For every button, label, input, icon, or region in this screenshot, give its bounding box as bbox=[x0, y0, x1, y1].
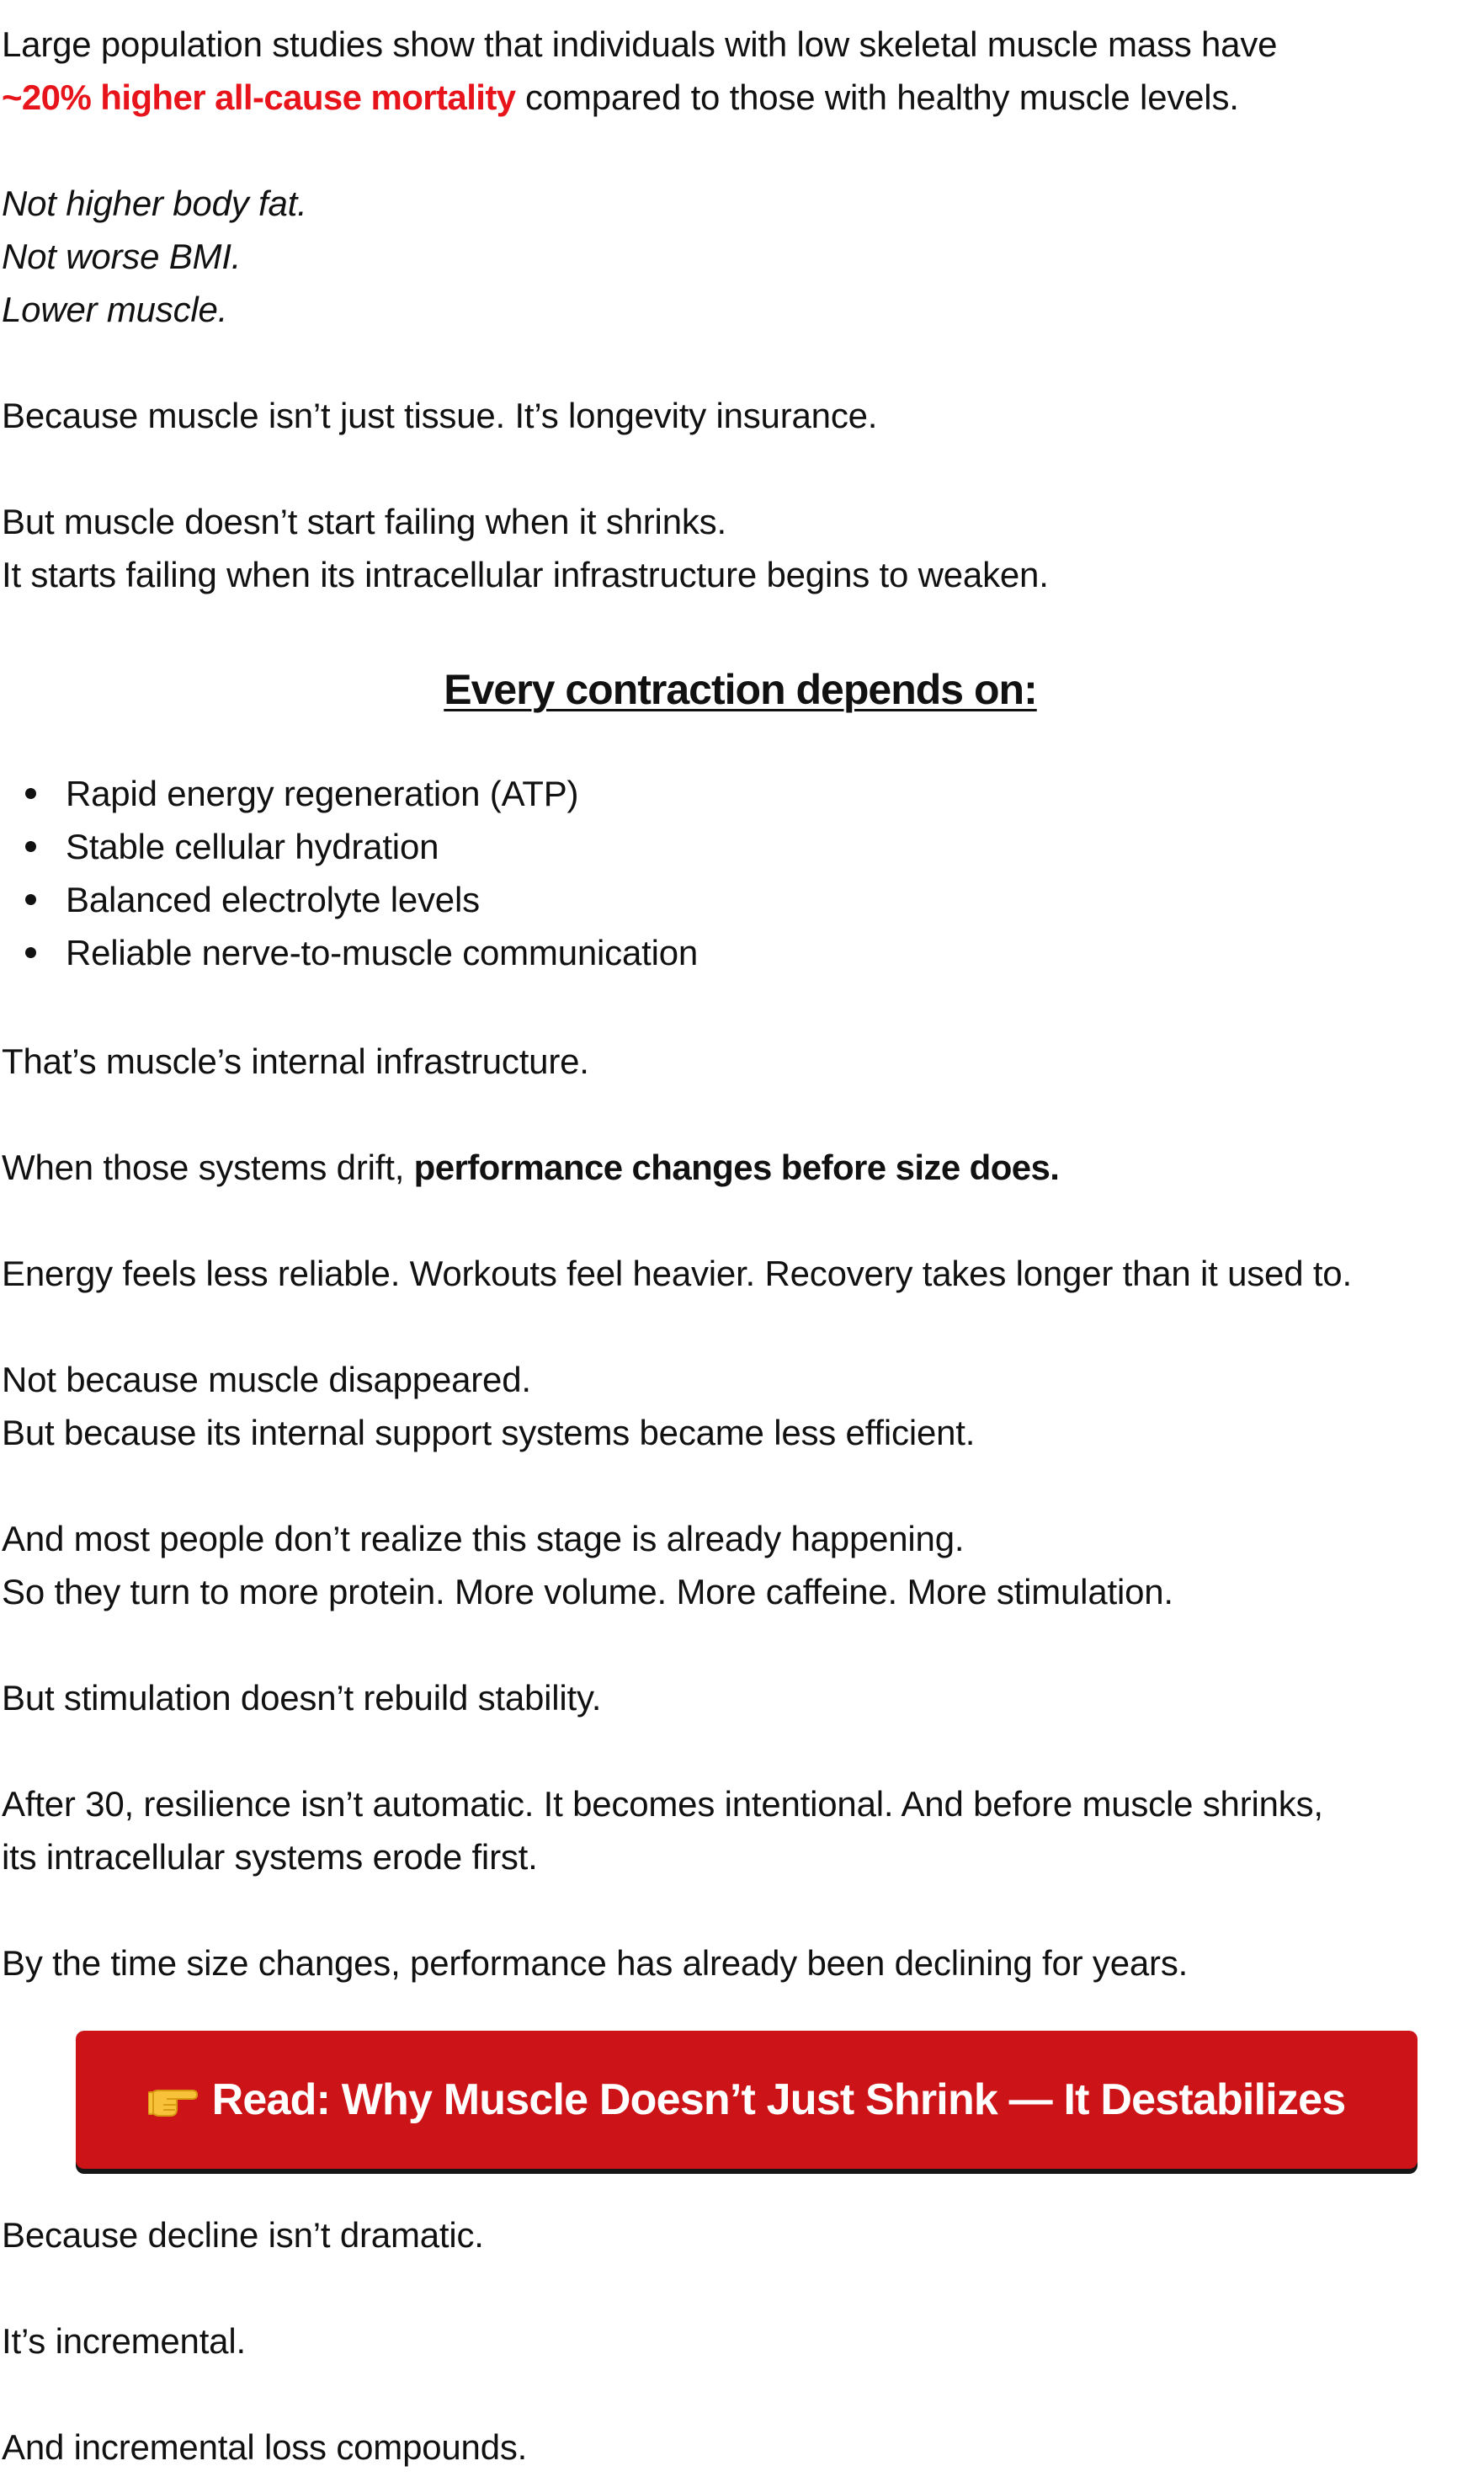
italic-line-lower-muscle: Lower muscle. bbox=[2, 290, 228, 329]
intro-paragraph-line-2 bbox=[2, 71, 1239, 124]
most-people-line-2: So they turn to more protein. More volume. More caffeine. More stimulation. bbox=[2, 1572, 1173, 1611]
mortality-highlight: ~20% higher all-cause mortality bbox=[2, 77, 516, 117]
drift-lead: When those systems drift, bbox=[2, 1148, 414, 1187]
list-item-text: Balanced electrolyte levels bbox=[66, 880, 480, 919]
bullet-dot-icon bbox=[25, 894, 36, 905]
failing-paragraph-line-2: It starts failing when its intracellular infrastructure begins to weaken. bbox=[2, 555, 1049, 594]
intro-paragraph-line-1: Large population studies show that individuals with low skeletal muscle mass have bbox=[2, 24, 1278, 64]
list-item bbox=[2, 873, 698, 926]
stimulation-paragraph: But stimulation doesn’t rebuild stability. bbox=[2, 1678, 602, 1718]
list-item bbox=[2, 767, 698, 820]
drift-paragraph bbox=[2, 1141, 1059, 1194]
list-item-text: Reliable nerve-to-muscle communication bbox=[66, 933, 699, 972]
italic-line-bmi: Not worse BMI. bbox=[2, 237, 242, 276]
incremental-paragraph: It’s incremental. bbox=[2, 2321, 246, 2361]
infrastructure-paragraph: That’s muscle’s internal infrastructure. bbox=[2, 1041, 589, 1081]
failing-paragraph-line-1: But muscle doesn’t start failing when it shrinks. bbox=[2, 502, 726, 541]
longevity-paragraph: Because muscle isn’t just tissue. It’s longevity insurance. bbox=[2, 396, 878, 435]
most-people-line-1: And most people don’t realize this stage is already happening. bbox=[2, 1519, 965, 1558]
after-30-line-2: its intracellular systems erode first. bbox=[2, 1837, 538, 1877]
intro-line-2-rest: compared to those with healthy muscle levels. bbox=[515, 77, 1239, 117]
pointing-hand-icon bbox=[148, 2079, 200, 2121]
list-item-text: Stable cellular hydration bbox=[66, 827, 439, 866]
not-because-line-1: Not because muscle disappeared. bbox=[2, 1360, 531, 1399]
drift-bold: performance changes before size does. bbox=[413, 1148, 1060, 1187]
list-item bbox=[2, 820, 698, 873]
section-heading: Every contraction depends on: bbox=[444, 666, 1037, 713]
energy-paragraph: Energy feels less reliable. Workouts feel heavier. Recovery takes longer than it used to. bbox=[2, 1254, 1352, 1293]
compounds-paragraph: And incremental loss compounds. bbox=[2, 2427, 528, 2467]
not-because-line-2: But because its internal support systems became less efficient. bbox=[2, 1413, 976, 1452]
bullet-dot-icon bbox=[25, 947, 36, 958]
time-paragraph: By the time size changes, performance has already been declining for years. bbox=[2, 1943, 1189, 1983]
italic-line-body-fat: Not higher body fat. bbox=[2, 184, 307, 223]
bullet-dot-icon bbox=[25, 841, 36, 852]
list-item bbox=[2, 926, 698, 979]
bullet-dot-icon bbox=[25, 788, 36, 799]
list-item-text: Rapid energy regeneration (ATP) bbox=[66, 774, 579, 813]
read-article-button[interactable] bbox=[76, 2031, 1418, 2169]
decline-paragraph: Because decline isn’t dramatic. bbox=[2, 2215, 484, 2255]
after-30-line-1: After 30, resilience isn’t automatic. It becomes intentional. And before muscle shrinks, bbox=[2, 1784, 1323, 1824]
contraction-requirements-list bbox=[2, 767, 698, 979]
read-article-button-label: Read: Why Muscle Doesn’t Just Shrink — It Destabilizes bbox=[211, 2075, 1346, 2124]
